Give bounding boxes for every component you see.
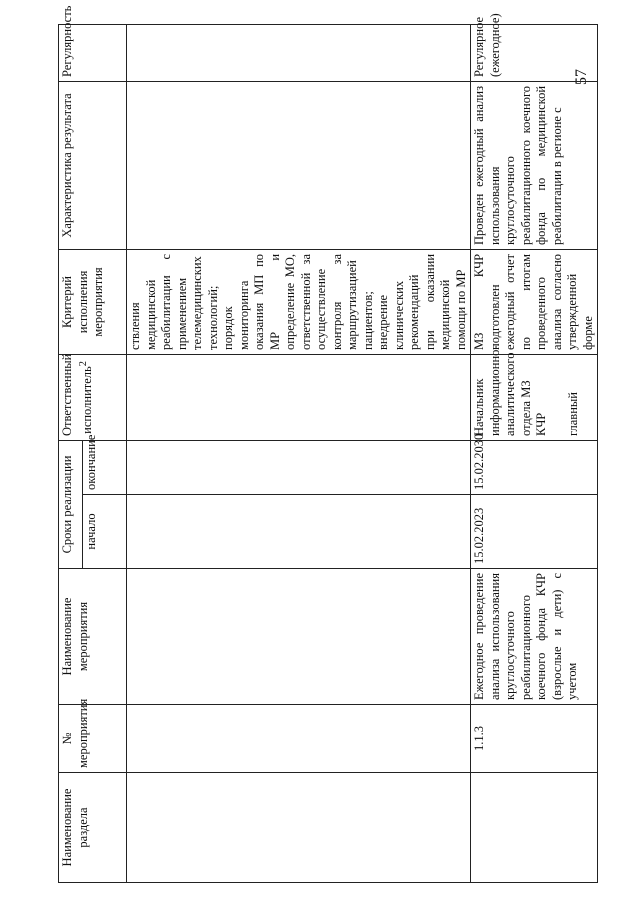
responsible-text-extra: главный bbox=[565, 392, 580, 436]
header-section-name: Наименование раздела bbox=[59, 773, 127, 883]
header-responsible bbox=[59, 354, 127, 440]
cell-result bbox=[127, 81, 471, 249]
cell-start bbox=[127, 495, 471, 569]
header-responsible-label: Ответственный исполнитель bbox=[60, 353, 94, 436]
activity-plan-table bbox=[58, 5, 598, 883]
cell-criterion-continued: ствления медицинской реабилитации с применением телемедицинских технологий; порядок мониторинга оказания МП по МР и определение МО, ответственной за осуществление контроля за маршрутизацией пациентов; внедрение клинических рекомендаций при оказании медицинской помощи по МР bbox=[127, 249, 471, 354]
cell-start: 15.02.2023 bbox=[471, 495, 598, 569]
cell-activity: Ежегодное проведение анализа использования круглосуточного реабилитационного коечного фонда КЧР (взрослые и дети) с учетом bbox=[471, 569, 598, 705]
cell-criterion: МЗ КЧР подготовлен ежегодный отчет по итогам проведенного анализа согласно утвержденной форме bbox=[471, 249, 598, 354]
footnote-mark: 2 bbox=[77, 361, 89, 367]
header-regularity: Регулярность bbox=[59, 24, 127, 81]
cell-number bbox=[127, 705, 471, 773]
header-criterion: Критерий исполнения мероприятия bbox=[59, 249, 127, 354]
cell-section bbox=[471, 773, 598, 883]
cell-responsible bbox=[471, 345, 598, 440]
table-row-1-1-3 bbox=[471, 24, 598, 882]
cell-number: 1.1.3 bbox=[471, 705, 598, 773]
responsible-text: Начальник информационно-аналитического отдела МЗ КЧР bbox=[472, 345, 548, 436]
header-activity-name: Наименование мероприятия bbox=[59, 569, 127, 705]
header-start: начало bbox=[83, 495, 127, 569]
cell-regularity bbox=[127, 24, 471, 81]
header-result: Характеристика результата bbox=[59, 81, 127, 249]
cell-result: Проведен ежегодный анализ использования круглосуточного реабилитационного коечного фонда по медицинской реабилитации в регионе с bbox=[471, 81, 598, 249]
cell-end bbox=[127, 440, 471, 494]
cell-section bbox=[127, 773, 471, 883]
cell-responsible bbox=[127, 354, 471, 440]
header-deadlines: Сроки реализации bbox=[59, 440, 83, 568]
header-end: окончание bbox=[83, 440, 127, 494]
cell-regularity: Регулярное (ежегодное) bbox=[471, 24, 598, 81]
table-row-continuation bbox=[127, 24, 471, 882]
page-number: 57 bbox=[573, 69, 590, 85]
header-activity-number: № мероприятия bbox=[59, 705, 127, 773]
cell-activity bbox=[127, 569, 471, 705]
cell-end: 15.02.2030 bbox=[471, 440, 598, 494]
